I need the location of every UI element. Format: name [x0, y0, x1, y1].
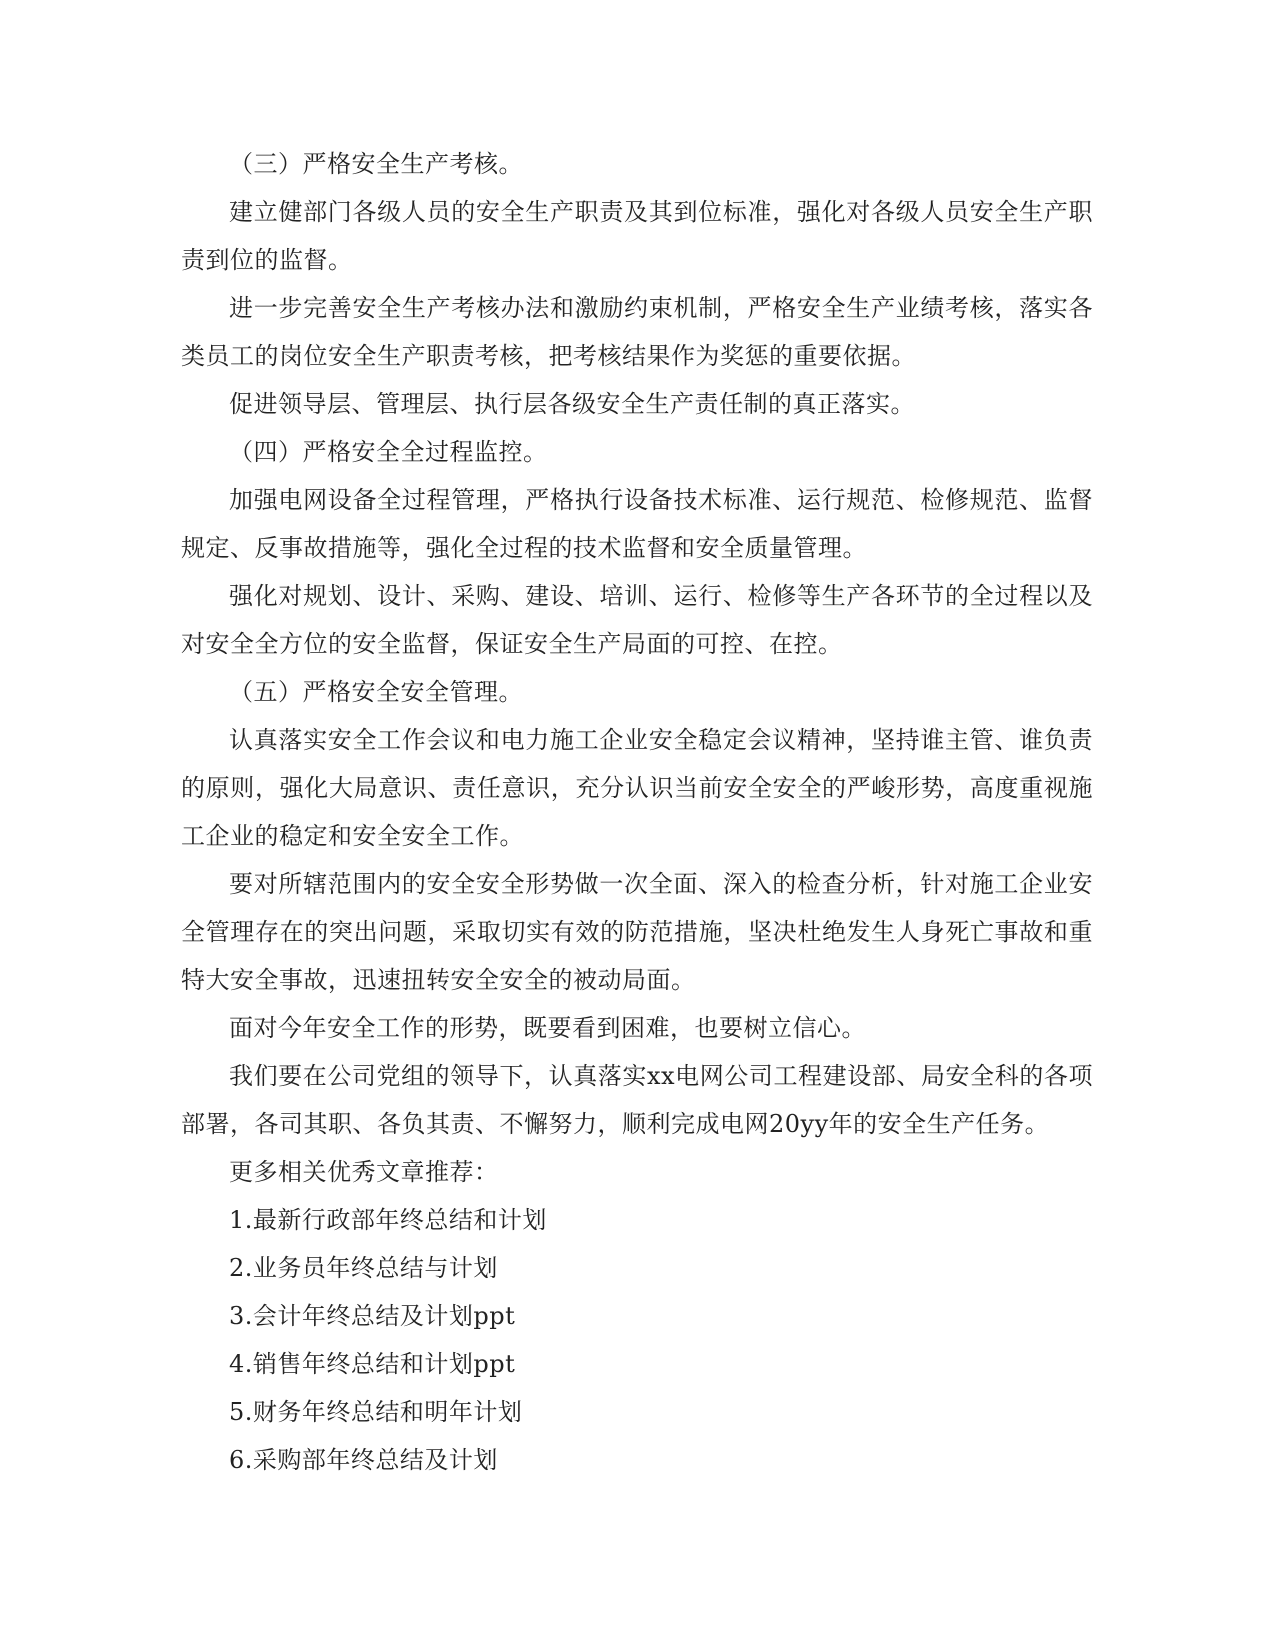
recommend-number: 3. [229, 1302, 253, 1330]
paragraph: 认真落实安全工作会议和电力施工企业安全稳定会议精神，坚持谁主管、谁负责的原则，强化大局意识、责任意识，充分认识当前安全安全的严峻形势，高度重视施工企业的稳定和安全安全工作。 [181, 726, 1093, 850]
paragraph: 加强电网设备全过程管理，严格执行设备技术标准、运行规范、检修规范、监督规定、反事故措施等，强化全过程的技术监督和安全质量管理。 [181, 486, 1093, 562]
paragraph: 面对今年安全工作的形势，既要看到困难，也要树立信心。 [229, 1014, 866, 1042]
recommend-number: 2. [229, 1254, 253, 1282]
recommend-link[interactable]: 销售年终总结和计划ppt [252, 1350, 516, 1378]
recommend-link[interactable]: 最新行政部年终总结和计划 [252, 1206, 547, 1234]
recommend-link[interactable]: 财务年终总结和明年计划 [252, 1398, 523, 1426]
paragraph: 我们要在公司党组的领导下，认真落实xx电网公司工程建设部、局安全科的各项部署，各司其职、各负其责、不懈努力，顺利完成电网20yy年的安全生产任务。 [181, 1062, 1093, 1138]
recommend-link[interactable]: 会计年终总结及计划ppt [252, 1302, 516, 1330]
paragraph: 促进领导层、管理层、执行层各级安全生产责任制的真正落实。 [229, 390, 915, 418]
paragraph: 建立健部门各级人员的安全生产职责及其到位标准，强化对各级人员安全生产职责到位的监督。 [181, 198, 1093, 274]
recommend-item-3[interactable] [181, 1292, 1093, 1340]
recommend-item-1[interactable] [181, 1196, 1093, 1244]
paragraph: 强化对规划、设计、采购、建设、培训、运行、检修等生产各环节的全过程以及对安全全方位的安全监督，保证安全生产局面的可控、在控。 [181, 582, 1093, 658]
recommend-number: 1. [229, 1206, 253, 1234]
section-heading-4: （四）严格安全全过程监控。 [229, 438, 548, 466]
recommend-list [181, 1196, 1093, 1484]
recommend-number: 4. [229, 1350, 253, 1378]
recommend-number: 5. [229, 1398, 253, 1426]
recommend-title: 更多相关优秀文章推荐： [229, 1158, 499, 1186]
recommend-link[interactable]: 采购部年终总结及计划 [252, 1446, 498, 1474]
section-heading-3: （三）严格安全生产考核。 [229, 150, 523, 178]
paragraph: 要对所辖范围内的安全安全形势做一次全面、深入的检查分析，针对施工企业安全管理存在的突出问题，采取切实有效的防范措施，坚决杜绝发生人身死亡事故和重特大安全事故，迅速扭转安全安全的被动局面。 [181, 870, 1093, 994]
recommend-item-5[interactable] [181, 1388, 1093, 1436]
recommend-link[interactable]: 业务员年终总结与计划 [252, 1254, 498, 1282]
recommend-item-6[interactable] [181, 1436, 1093, 1484]
recommend-item-2[interactable] [181, 1244, 1093, 1292]
document-page [181, 140, 1093, 1484]
section-heading-5: （五）严格安全安全管理。 [229, 678, 523, 706]
recommend-item-4[interactable] [181, 1340, 1093, 1388]
paragraph: 进一步完善安全生产考核办法和激励约束机制，严格安全生产业绩考核，落实各类员工的岗位安全生产职责考核，把考核结果作为奖惩的重要依据。 [181, 294, 1093, 370]
recommend-number: 6. [229, 1446, 253, 1474]
